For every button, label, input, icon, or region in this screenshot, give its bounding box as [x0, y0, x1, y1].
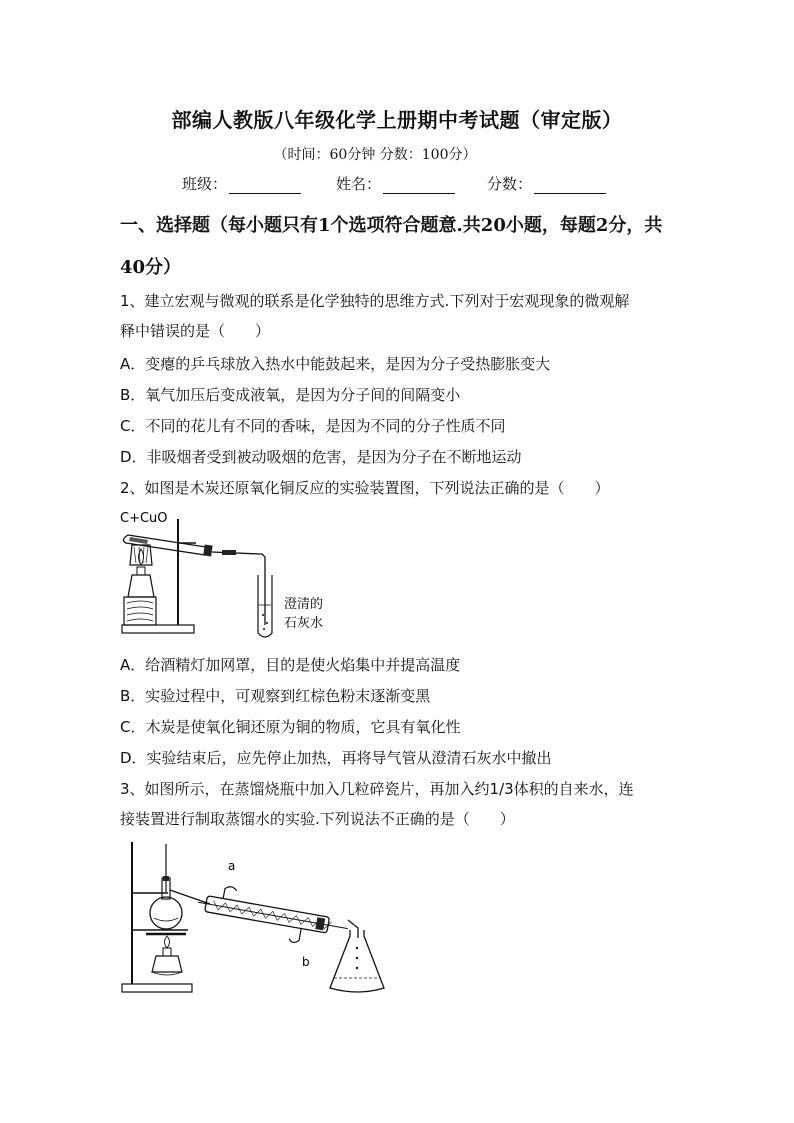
- section-heading-line1: 一、选择题（每小题只有1个选项符合题意.共20小题，每题2分，共: [120, 215, 663, 236]
- receiving-flask: [330, 930, 384, 992]
- alcohol-lamp: [152, 956, 182, 972]
- q1-stem-line2: 释中错误的是（ ）: [120, 322, 271, 340]
- class-field: [182, 173, 301, 194]
- name-label: 姓名：: [336, 175, 382, 193]
- stand-base: [122, 625, 194, 633]
- name-field: [336, 173, 455, 194]
- class-blank: [229, 177, 301, 194]
- stand-base: [122, 984, 192, 992]
- limewater-label-line2: 石灰水: [284, 616, 324, 631]
- q3-stem-line2: 接装置进行制取蒸馏水的实验.下列说法不正确的是（ ）: [120, 810, 515, 828]
- flame: [165, 936, 170, 948]
- carbon-reduction-apparatus-figure: [118, 505, 348, 640]
- wire-mesh-cover: [130, 545, 152, 565]
- delivery-tube: [212, 552, 265, 625]
- flask-side-arm: [170, 890, 210, 904]
- reactant-label: C+CuO: [120, 511, 168, 526]
- condenser: [194, 882, 351, 952]
- stopper: [203, 544, 212, 556]
- label-a: a: [228, 859, 236, 873]
- q2-stem: 2、如图是木炭还原氧化铜反应的实验装置图，下列说法正确的是（ ）: [120, 479, 610, 497]
- q2-option-c: C．木炭是使氧化铜还原为铜的物质，它具有氧化性: [120, 718, 461, 736]
- distillation-apparatus-figure: [118, 838, 390, 998]
- class-label: 班级：: [182, 175, 228, 193]
- score-blank: [534, 177, 606, 194]
- exam-time-score: （时间：60分钟 分数：100分）: [273, 147, 477, 163]
- q1-option-c: C．不同的花儿有不同的香味，是因为不同的分子性质不同: [120, 417, 506, 435]
- label-b: b: [302, 955, 310, 969]
- score-label: 分数：: [487, 175, 533, 193]
- name-blank: [383, 177, 455, 194]
- q1-option-a: A．变瘪的乒乓球放入热水中能鼓起来，是因为分子受热膨胀变大: [120, 355, 551, 373]
- alcohol-lamp: [128, 575, 154, 597]
- flame: [139, 549, 144, 565]
- section-heading-line2: 40分）: [120, 257, 182, 278]
- q1-stem-line1: 1、建立宏观与微观的联系是化学独特的思维方式.下列对于宏观现象的微观解: [120, 292, 630, 310]
- q1-option-d: D．非吸烟者受到被动吸烟的危害，是因为分子在不断地运动: [120, 448, 522, 466]
- q2-option-d: D．实验结束后，应先停止加热，再将导气管从澄清石灰水中撤出: [120, 749, 552, 767]
- page-title: 部编人教版八年级化学上册期中考试题（审定版）: [171, 108, 623, 132]
- rubber-connector: [222, 550, 236, 555]
- limewater-label-line1: 澄清的: [284, 597, 324, 612]
- q1-option-b: B．氧气加压后变成液氧，是因为分子间的间隔变小: [120, 386, 461, 404]
- q2-option-a: A．给酒精灯加网罩，目的是使火焰集中并提高温度: [120, 656, 461, 674]
- distilling-flask: [150, 897, 182, 929]
- score-field: [487, 173, 606, 194]
- q2-option-b: B．实验过程中，可观察到红棕色粉末逐渐变黑: [120, 687, 431, 705]
- q3-stem-line1: 3、如图所示，在蒸馏烧瓶中加入几粒碎瓷片，再加入约1/3体积的自来水，连: [120, 780, 634, 798]
